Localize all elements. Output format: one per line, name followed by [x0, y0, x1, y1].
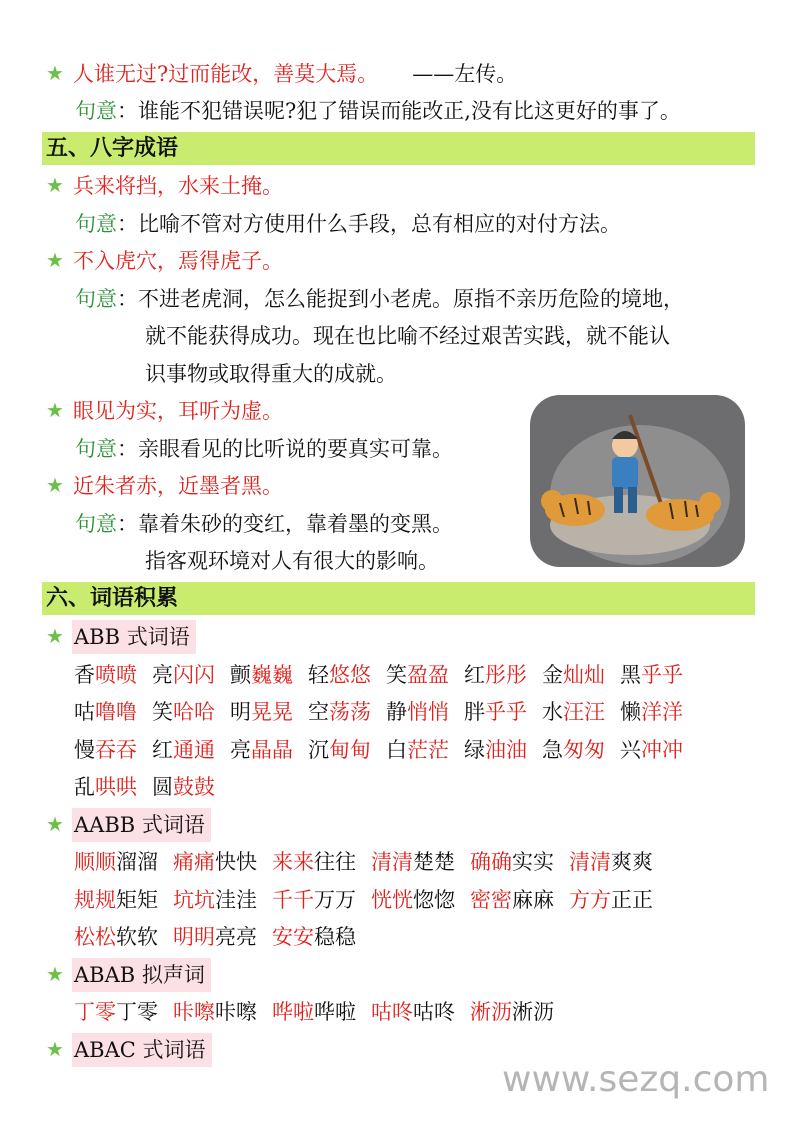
idiom-explanation	[0, 357, 800, 391]
word	[569, 883, 653, 917]
word	[371, 845, 455, 879]
word-part: 清清	[371, 850, 413, 874]
word-group-label: ABAC 式词语	[72, 1033, 212, 1067]
word	[173, 920, 257, 954]
word-part: 恍恍	[371, 887, 413, 912]
word-part: 甸甸	[329, 737, 371, 762]
word-row	[0, 995, 800, 1029]
word-list	[74, 995, 569, 1029]
idiom-title: 近朱者赤，近墨者黑。	[73, 474, 283, 498]
explanation-text: ：比喻不管对方使用什么手段，总有相应的对付方法。	[117, 211, 621, 236]
word	[308, 695, 371, 729]
explanation	[75, 507, 453, 541]
word-part: 兴	[620, 737, 641, 762]
word	[74, 733, 137, 767]
word-part: 明明	[173, 925, 215, 949]
word-list	[74, 883, 668, 917]
word-group-header	[0, 620, 800, 654]
explanation-text: 就不能获得成功。现在也比喻不经过艰苦实践，就不能认	[145, 324, 670, 348]
word-part: 安安	[272, 925, 314, 949]
word-group-label: AABB 式词语	[72, 808, 211, 842]
word-part: 哗啦	[314, 1000, 356, 1024]
word-list	[74, 770, 230, 804]
word-part: 鼓鼓	[173, 775, 215, 799]
word-part: 矩矩	[116, 887, 158, 912]
word-part: 往往	[314, 850, 356, 874]
word-list	[74, 920, 371, 954]
explanation-text: ：靠着朱砂的变红，靠着墨的变黑。	[117, 511, 453, 536]
word	[386, 695, 449, 729]
word	[272, 845, 356, 879]
word	[74, 920, 158, 954]
word	[371, 883, 455, 917]
explanation-label: 句意	[75, 436, 117, 461]
word	[620, 695, 683, 729]
word-part: 咔嚓	[173, 1000, 215, 1024]
star-icon: ★	[46, 1036, 64, 1061]
word	[74, 883, 158, 917]
word-row	[0, 733, 800, 767]
word-part: 坑坑	[173, 887, 215, 912]
word-part: 麻麻	[512, 887, 554, 912]
explanation	[75, 432, 453, 466]
word-row	[0, 883, 800, 917]
word-row	[0, 770, 800, 804]
word-part: 荡荡	[329, 700, 371, 724]
word-part: 茫茫	[407, 737, 449, 762]
word-part: 来来	[272, 850, 314, 874]
word-part: 金	[542, 662, 563, 687]
word	[620, 733, 683, 767]
word-part: 乎乎	[485, 700, 527, 724]
word-part: 乎乎	[641, 662, 683, 687]
word-part: 红	[464, 662, 485, 687]
word-part: 稳稳	[314, 925, 356, 949]
word-part: 咕	[74, 700, 95, 724]
word	[173, 995, 257, 1029]
section-heading-6: 六、词语积累	[42, 582, 755, 615]
word-part: 匆匆	[563, 737, 605, 762]
word-part: 千千	[272, 887, 314, 912]
word-part: 悄悄	[407, 700, 449, 724]
word-part: 亮亮	[215, 925, 257, 949]
star-icon: ★	[46, 398, 64, 422]
word-part: 笑	[152, 700, 173, 724]
star-icon: ★	[46, 248, 64, 272]
word	[74, 995, 158, 1029]
word	[386, 658, 449, 692]
word	[371, 995, 455, 1029]
star-icon: ★	[46, 811, 64, 836]
word-part: 丁零	[74, 1000, 116, 1024]
word	[152, 658, 215, 692]
word-part: 颤	[230, 662, 251, 687]
quote-row	[0, 57, 800, 91]
star-icon: ★	[46, 61, 64, 85]
explanation-text: ：不进老虎洞，怎么能捉到小老虎。原指不亲历危险的境地，	[117, 286, 684, 311]
word-list	[74, 695, 698, 729]
word-part: 喷喷	[95, 662, 137, 687]
word-group-label: ABB 式词语	[72, 620, 196, 654]
word-row	[0, 658, 800, 692]
word-part: 痛痛	[173, 850, 215, 874]
word-part: 方方	[569, 887, 611, 912]
word-part: 明	[230, 700, 251, 724]
explanation-label: 句意	[75, 211, 117, 236]
idiom-explanation	[0, 282, 800, 316]
word-part: 哄哄	[95, 775, 137, 799]
word-part: 爽爽	[611, 850, 653, 874]
word-part: 快快	[215, 850, 257, 874]
word-part: 轻	[308, 662, 329, 687]
word-part: 咔嚓	[215, 1000, 257, 1024]
idiom-explanation	[0, 319, 800, 353]
word-part: 实实	[512, 850, 554, 874]
word-part: 规规	[74, 887, 116, 912]
word	[464, 733, 527, 767]
word-part: 笑	[386, 662, 407, 687]
word-part: 软软	[116, 925, 158, 949]
word	[230, 658, 293, 692]
word-part: 水	[542, 700, 563, 724]
word	[230, 695, 293, 729]
word	[470, 883, 554, 917]
explanation-text: ：谁能不犯错误呢?犯了错误而能改正,没有比这更好的事了。	[117, 99, 681, 123]
word-group-header	[0, 958, 800, 992]
star-icon: ★	[46, 961, 64, 986]
word-part: 正正	[611, 887, 653, 912]
word-list	[74, 845, 668, 879]
word	[470, 845, 554, 879]
word	[74, 658, 137, 692]
word-list	[74, 658, 698, 692]
quote-title-wrap	[73, 57, 517, 91]
word-group-header	[0, 808, 800, 842]
quote-title: 人谁无过?过而能改，善莫大焉。	[73, 62, 379, 86]
explanation	[75, 207, 621, 241]
word	[464, 658, 527, 692]
word-part: 汪汪	[563, 700, 605, 724]
word-row	[0, 920, 800, 954]
word	[308, 733, 371, 767]
word-part: 巍巍	[251, 662, 293, 687]
quote-explanation	[0, 94, 800, 128]
word	[74, 770, 137, 804]
word-part: 密密	[470, 887, 512, 912]
word-part: 灿灿	[563, 662, 605, 687]
word-part: 淅沥	[470, 1000, 512, 1024]
word-part: 晶晶	[251, 737, 293, 762]
word-part: 亮	[152, 662, 173, 687]
explanation-text: 识事物或取得重大的成就。	[145, 361, 397, 386]
word-part: 黑	[620, 662, 641, 687]
word	[308, 658, 371, 692]
explanation	[75, 282, 684, 316]
word-row	[0, 695, 800, 729]
word-part: 盈盈	[407, 662, 449, 687]
word-part: 冲冲	[641, 737, 683, 762]
word	[152, 695, 215, 729]
idiom-explanation	[0, 207, 800, 241]
word-part: 彤彤	[485, 662, 527, 687]
word	[152, 733, 215, 767]
word	[386, 733, 449, 767]
word-part: 闪闪	[173, 662, 215, 687]
tiger-cave-illustration	[530, 395, 745, 567]
word-part: 咕咚	[413, 1000, 455, 1024]
word-part: 丁零	[116, 1000, 158, 1024]
word	[542, 658, 605, 692]
word-part: 楚楚	[413, 850, 455, 874]
word-part: 胖	[464, 700, 485, 724]
word-part: 顺顺	[74, 850, 116, 874]
word-part: 吞吞	[95, 737, 137, 762]
word	[173, 883, 257, 917]
word	[173, 845, 257, 879]
idiom-title: 眼见为实，耳听为虚。	[73, 399, 283, 423]
word-part: 清清	[569, 850, 611, 874]
word-part: 溜溜	[116, 850, 158, 874]
star-icon: ★	[46, 173, 64, 197]
explanation-label: 句意	[75, 511, 117, 536]
word-part: 确确	[470, 850, 512, 874]
word-part: 淅沥	[512, 1000, 554, 1024]
idiom-row	[0, 244, 800, 278]
word	[542, 733, 605, 767]
idiom-title: 兵来将挡，水来土掩。	[73, 174, 283, 198]
word-part: 静	[386, 700, 407, 724]
watermark: www.sezq.com	[502, 1059, 770, 1100]
word-part: 红	[152, 737, 173, 762]
word-part: 洼洼	[215, 887, 257, 912]
word-part: 圆	[152, 775, 173, 799]
explanation-text: ：亲眼看见的比听说的要真实可靠。	[117, 436, 453, 461]
word-part: 洋洋	[641, 700, 683, 724]
idiom-title: 不入虎穴，焉得虎子。	[73, 249, 283, 273]
word-part: 慢	[74, 737, 95, 762]
word	[74, 845, 158, 879]
word-part: 急	[542, 737, 563, 762]
word-row	[0, 845, 800, 879]
word-group-label: ABAB 拟声词	[72, 958, 211, 992]
explanation	[75, 94, 681, 128]
word	[152, 770, 215, 804]
explanation-label: 句意	[75, 286, 117, 311]
word	[569, 845, 653, 879]
word	[620, 658, 683, 692]
word	[230, 733, 293, 767]
word-part: 沉	[308, 737, 329, 762]
word-part: 悠悠	[329, 662, 371, 687]
word-part: 惚惚	[413, 887, 455, 912]
section-heading-5: 五、八字成语	[42, 132, 755, 165]
word-part: 哈哈	[173, 700, 215, 724]
star-icon: ★	[46, 473, 64, 497]
word-part: 万万	[314, 887, 356, 912]
word	[272, 995, 356, 1029]
word	[464, 695, 527, 729]
star-icon: ★	[46, 624, 64, 648]
explanation-label: 句意	[75, 99, 117, 123]
word	[74, 695, 137, 729]
word-part: 亮	[230, 737, 251, 762]
word-part: 松松	[74, 925, 116, 949]
word-part: 咕咚	[371, 1000, 413, 1024]
word	[272, 883, 356, 917]
word-part: 白	[386, 737, 407, 762]
quote-source: ——左传。	[412, 62, 518, 86]
word-part: 香	[74, 662, 95, 687]
word	[470, 995, 554, 1029]
word-part: 通通	[173, 737, 215, 762]
word-part: 乱	[74, 775, 95, 799]
word	[542, 695, 605, 729]
word-part: 哗啦	[272, 1000, 314, 1024]
word-part: 油油	[485, 737, 527, 762]
word-part: 噜噜	[95, 700, 137, 724]
word-part: 空	[308, 700, 329, 724]
word-part: 绿	[464, 737, 485, 762]
idiom-row	[0, 169, 800, 203]
explanation-text: 指客观环境对人有很大的影响。	[145, 549, 439, 573]
word-part: 懒	[620, 700, 641, 724]
word	[272, 920, 356, 954]
word-part: 晃晃	[251, 700, 293, 724]
word-list	[74, 733, 698, 767]
